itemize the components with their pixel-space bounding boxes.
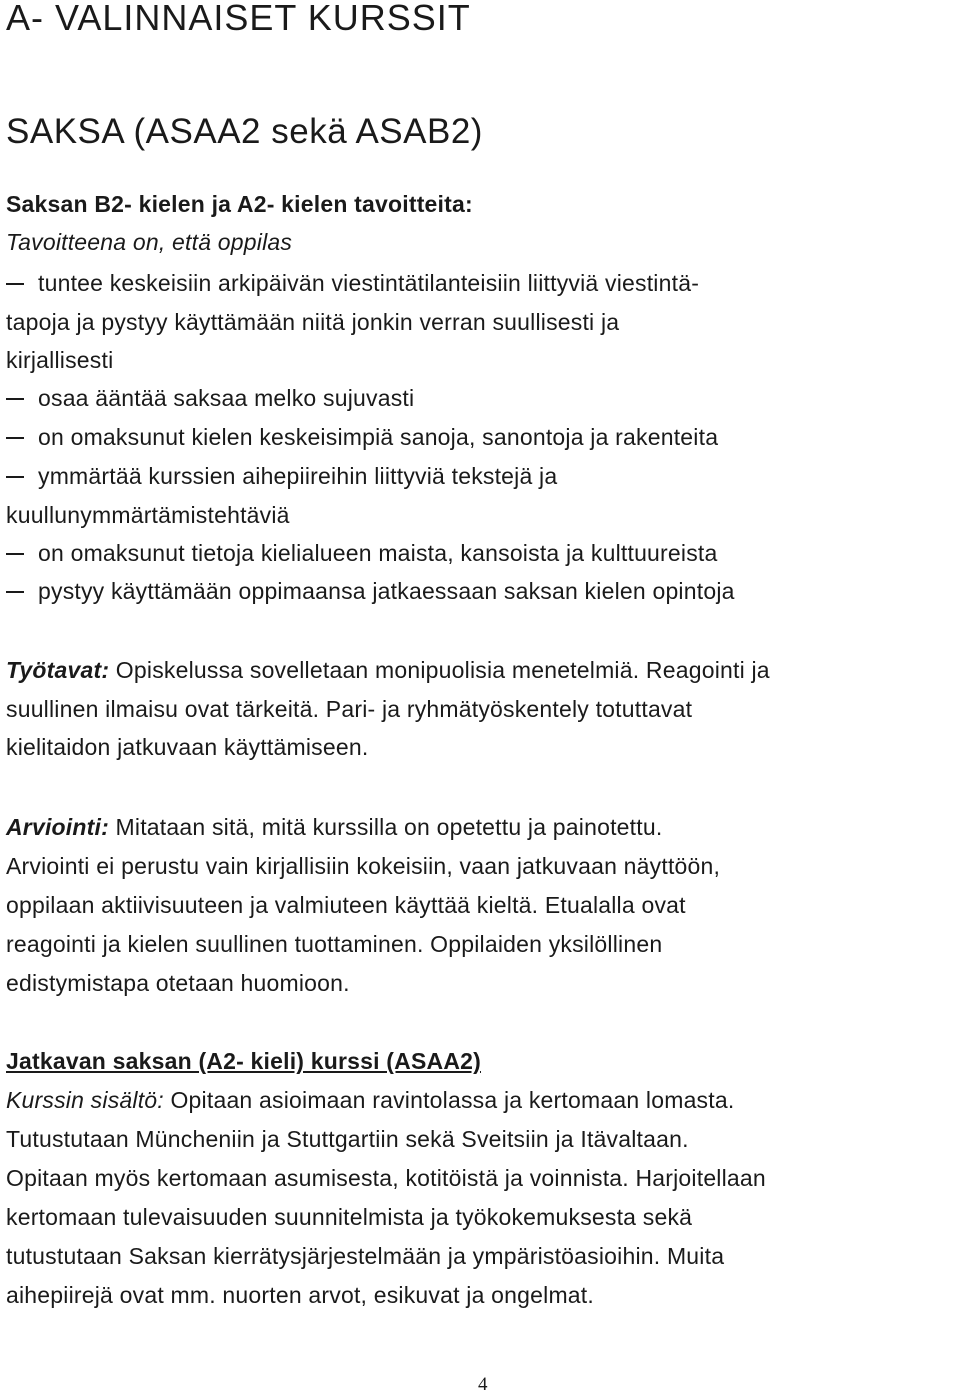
assessment-line: Arviointi: Mitataan sitä, mitä kurssilla on opetettu ja painotettu. [6,814,663,840]
course-line: aihepiirejä ovat mm. nuorten arvot, esikuvat ja ongelmat. [6,1282,594,1308]
goal-item-line: on omaksunut tietoja kielialueen maista, kansoista ja kulttuureista [38,540,718,566]
course-title: Jatkavan saksan (A2- kieli) kurssi (ASAA2) [6,1048,481,1074]
list-bullet [6,476,24,478]
subject-heading: SAKSA (ASAA2 sekä ASAB2) [6,112,483,151]
goal-item-line: ymmärtää kurssien aihepiireihin liittyviä tekstejä ja [38,463,558,489]
course-content-label: Kurssin sisältö: [6,1087,164,1113]
course-line: kertomaan tulevaisuuden suunnitelmista ja työkokemuksesta sekä [6,1204,693,1230]
assessment-label: Arviointi: [6,814,109,840]
assessment-line: reagointi ja kielen suullinen tuottaminen. Oppilaiden yksilöllinen [6,931,663,957]
goals-title: Saksan B2- kielen ja A2- kielen tavoitteita: [6,191,473,217]
list-bullet [6,553,24,555]
assessment-line: Arviointi ei perustu vain kirjallisiin kokeisiin, vaan jatkuvaan näyttöön, [6,853,721,879]
page-number: 4 [478,1374,488,1395]
methods-line: Työtavat: Opiskelussa sovelletaan monipuolisia menetelmiä. Reagointi ja [6,657,770,683]
goal-item-line: kirjallisesti [6,347,114,373]
section-heading: A- VALINNAISET KURSSIT [6,0,471,38]
course-line: Kurssin sisältö: Opitaan asioimaan ravintolassa ja kertomaan lomasta. [6,1087,735,1113]
goal-item-line: on omaksunut kielen keskeisimpiä sanoja, sanontoja ja rakenteita [38,424,719,450]
goal-item-line: tuntee keskeisiin arkipäivän viestintätilanteisiin liittyviä viestintä- [38,270,700,296]
assessment-line: oppilaan aktiivisuuteen ja valmiuteen käyttää kieltä. Etualalla ovat [6,892,686,918]
list-bullet [6,437,24,439]
goal-item-line: pystyy käyttämään oppimaansa jatkaessaan saksan kielen opintoja [38,578,735,604]
methods-line: suullinen ilmaisu ovat tärkeitä. Pari- ja ryhmätyöskentely totuttavat [6,696,693,722]
course-line: Tutustutaan Müncheniin ja Stuttgartiin sekä Sveitsiin ja Itävaltaan. [6,1126,689,1152]
goals-intro: Tavoitteena on, että oppilas [6,229,293,255]
methods-line: kielitaidon jatkuvaan käyttämiseen. [6,734,369,760]
list-bullet [6,398,24,400]
list-bullet [6,283,24,285]
goal-item-line: kuullunymmärtämistehtäviä [6,502,290,528]
course-line: tutustutaan Saksan kierrätysjärjestelmään ja ympäristöasioihin. Muita [6,1243,725,1269]
list-bullet [6,591,24,593]
assessment-line: edistymistapa otetaan huomioon. [6,970,350,996]
course-line: Opitaan myös kertomaan asumisesta, kotitöistä ja voinnista. Harjoitellaan [6,1165,766,1191]
methods-label: Työtavat: [6,657,110,683]
goal-item-line: osaa ääntää saksaa melko sujuvasti [38,385,415,411]
goal-item-line: tapoja ja pystyy käyttämään niitä jonkin verran suullisesti ja [6,309,620,335]
